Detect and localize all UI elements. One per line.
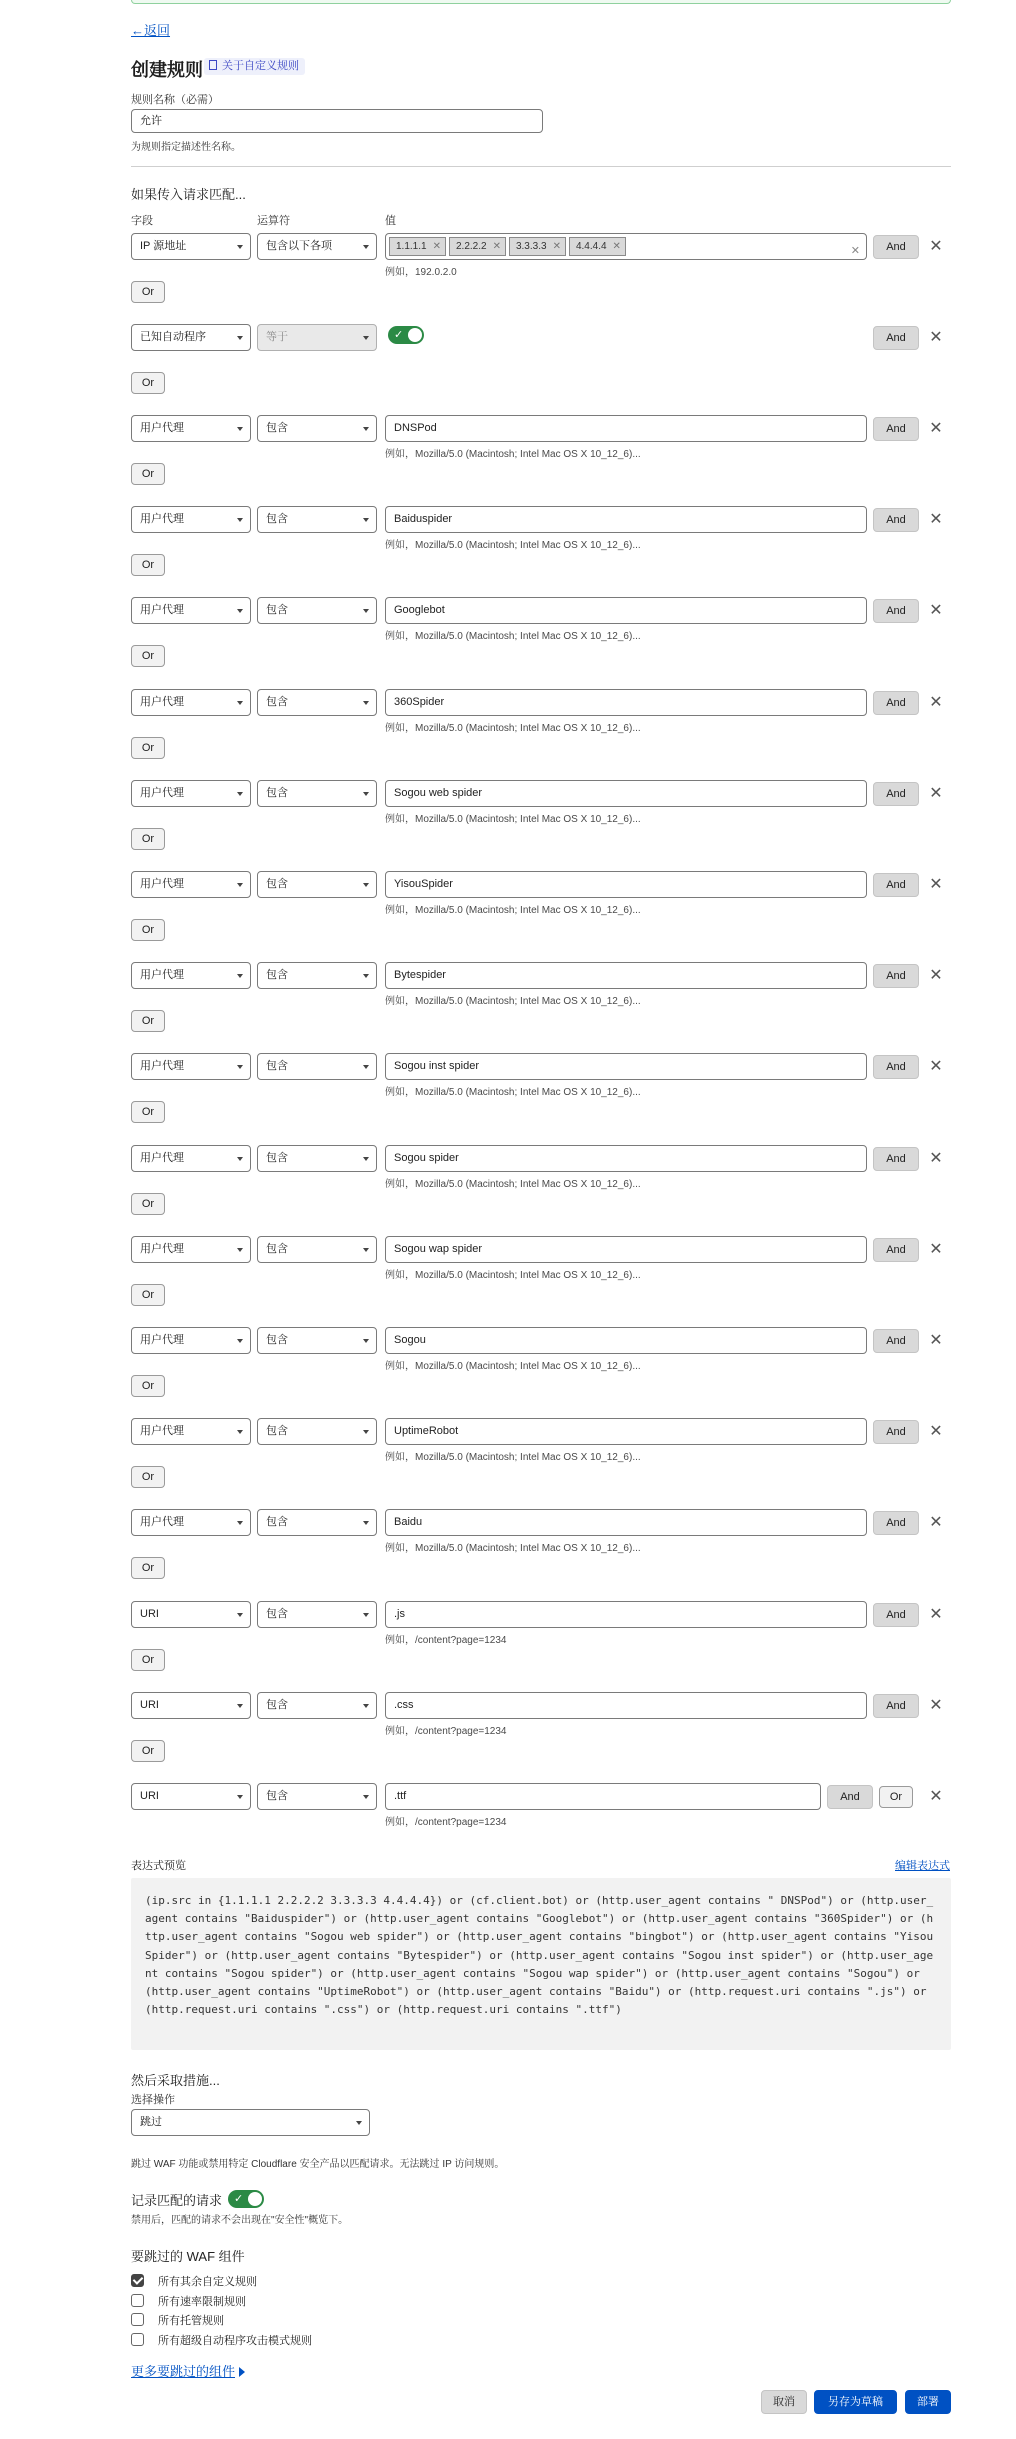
operator-select-value: 包含 [266,1152,288,1164]
divider [131,166,951,167]
and-button[interactable]: And [873,691,919,715]
close-icon[interactable]: ✕ [929,1150,943,1167]
value-hint: 例如，/content?page=1234 [385,1817,507,1828]
operator-select[interactable] [257,506,377,533]
field-select-value: URI [140,1699,159,1711]
cancel-button[interactable]: 取消 [761,2390,807,2414]
chevron-down-icon [237,1065,243,1069]
close-icon[interactable]: ✕ [929,694,943,711]
operator-select[interactable] [257,415,377,442]
column-operator-label: 运算符 [257,215,290,227]
field-select-value: 用户代理 [140,696,184,708]
deploy-button[interactable]: 部署 [905,2390,951,2414]
field-select[interactable] [131,597,251,624]
chevron-down-icon [363,245,369,249]
value-input[interactable]: Sogou web spider [385,780,867,807]
operator-select-value: 包含 [266,513,288,525]
checkbox[interactable] [131,2294,144,2307]
field-select-value: 用户代理 [140,787,184,799]
value-hint: 例如，Mozilla/5.0 (Macintosh; Intel Mac OS X 10_12_6)... [385,631,641,642]
value-hint: 例如，Mozilla/5.0 (Macintosh; Intel Mac OS X 10_12_6)... [385,1179,641,1190]
chevron-down-icon [237,1157,243,1161]
value-input[interactable]: Sogou [385,1327,867,1354]
remove-tag-icon[interactable]: ✕ [612,241,621,252]
value-input[interactable]: .ttf [385,1783,821,1810]
action-select-label: 选择操作 [131,2094,175,2106]
chevron-down-icon [237,701,243,705]
chevron-down-icon [356,2121,362,2125]
chevron-down-icon [237,1795,243,1799]
operator-select[interactable] [257,1327,377,1354]
skip-option[interactable] [131,2293,246,2309]
and-button[interactable]: And [873,964,919,988]
close-icon[interactable]: ✕ [929,1697,943,1714]
skip-option-label: 所有速率限制规则 [158,2295,246,2308]
checkbox[interactable] [131,2274,144,2287]
ip-tag: 4.4.4.4 ✕ [569,237,626,256]
value-input[interactable]: Baiduspider [385,506,867,533]
operator-select-value: 包含 [266,696,288,708]
value-hint: 例如，/content?page=1234 [385,1726,507,1737]
or-button[interactable]: Or [879,1786,913,1808]
chevron-down-icon [237,883,243,887]
rule-name-hint: 为规则指定描述性名称。 [131,142,241,153]
and-button[interactable]: And [873,1694,919,1718]
and-button[interactable]: And [873,782,919,806]
chevron-down-icon [363,1613,369,1617]
chevron-down-icon [237,1339,243,1343]
page-title: 创建规则 [131,60,203,80]
column-field-label: 字段 [131,215,153,227]
operator-select[interactable] [257,1509,377,1536]
success-banner [131,0,951,4]
save-draft-button[interactable]: 另存为草稿 [814,2390,897,2414]
chevron-down-icon [237,609,243,613]
operator-select-value: 包含 [266,787,288,799]
operator-select-ip[interactable]: 包含以下各项 [257,233,377,260]
value-input[interactable]: Bytespider [385,962,867,989]
close-icon[interactable]: ✕ [929,420,943,437]
operator-select[interactable] [257,1601,377,1628]
value-hint: 例如，Mozilla/5.0 (Macintosh; Intel Mac OS X 10_12_6)... [385,723,641,734]
operator-select[interactable] [257,597,377,624]
chevron-down-icon [363,1065,369,1069]
value-hint: 例如，Mozilla/5.0 (Macintosh; Intel Mac OS X 10_12_6)... [385,1543,641,1554]
chevron-down-icon [237,974,243,978]
and-button[interactable]: And [873,1511,919,1535]
value-input[interactable]: .js [385,1601,867,1628]
column-value-label: 值 [385,215,396,227]
bot-toggle[interactable] [388,326,424,344]
back-link[interactable]: ←返回 [131,23,171,38]
operator-select-value: 包含 [266,604,288,616]
action-description: 跳过 WAF 功能或禁用特定 Cloudflare 安全产品以匹配请求。无法跳过 IP 访问规则。 [131,2159,505,2170]
value-input[interactable]: Sogou spider [385,1145,867,1172]
operator-select[interactable] [257,689,377,716]
chevron-down-icon [363,1704,369,1708]
field-select[interactable] [131,689,251,716]
field-select[interactable] [131,1327,251,1354]
chevron-down-icon [363,1248,369,1252]
operator-select-bot: 等于 [257,324,377,351]
remove-tag-icon[interactable]: ✕ [432,241,441,252]
close-icon[interactable]: ✕ [929,1514,943,1531]
operator-select[interactable] [257,1236,377,1263]
chevron-down-icon [363,1521,369,1525]
or-button[interactable]: Or [131,1557,165,1579]
and-button[interactable]: And [873,599,919,623]
value-input[interactable]: Sogou inst spider [385,1053,867,1080]
field-select-value: 用户代理 [140,1060,184,1072]
operator-select-value: 包含 [266,1243,288,1255]
chevron-down-icon [363,336,369,340]
field-select[interactable] [131,1509,251,1536]
field-select-ip[interactable]: IP 源地址 [131,233,251,260]
or-button[interactable]: Or [131,1010,165,1032]
chevron-down-icon [363,518,369,522]
or-button[interactable]: Or [131,1284,165,1306]
field-select[interactable] [131,1783,251,1810]
expression-preview-label: 表达式预览 [131,1860,186,1872]
value-hint: 例如，192.0.2.0 [385,267,457,278]
close-icon[interactable]: ✕ [929,1606,943,1623]
arrow-left-icon: ← [131,23,144,38]
edit-expression-link[interactable]: 编辑表达式 [895,1860,950,1872]
value-input[interactable]: UptimeRobot [385,1418,867,1445]
skip-option-label: 所有其余自定义规则 [158,2276,257,2288]
more-components-link[interactable]: 更多要跳过的组件 [131,2361,245,2380]
or-button[interactable]: Or [131,1466,165,1488]
and-button[interactable]: And [873,417,919,441]
and-button[interactable]: And [873,1147,919,1171]
value-hint: 例如，Mozilla/5.0 (Macintosh; Intel Mac OS X 10_12_6)... [385,449,641,460]
field-select-value: 用户代理 [140,422,184,434]
field-select-value: 用户代理 [140,969,184,981]
and-button[interactable]: And [873,326,919,350]
or-button[interactable]: Or [131,1101,165,1123]
log-hint: 禁用后，匹配的请求不会出现在"安全性"概览下。 [131,2215,349,2226]
chevron-down-icon [363,1157,369,1161]
close-icon[interactable]: ✕ [929,785,943,802]
value-hint: 例如，Mozilla/5.0 (Macintosh; Intel Mac OS X 10_12_6)... [385,996,641,1007]
help-link[interactable]: 关于自定义规则 [204,58,305,75]
value-input[interactable]: Googlebot [385,597,867,624]
value-hint: 例如，/content?page=1234 [385,1635,507,1646]
operator-select-value: 包含 [266,878,288,890]
value-hint: 例如，Mozilla/5.0 (Macintosh; Intel Mac OS X 10_12_6)... [385,905,641,916]
or-button[interactable]: Or [131,463,165,485]
field-select-value: 用户代理 [140,1152,184,1164]
chevron-down-icon [237,1613,243,1617]
operator-select-value: 包含 [266,1060,288,1072]
expression-preview: (ip.src in {1.1.1.1 2.2.2.2 3.3.3.3 4.4.4.4}) or (cf.client.bot) or (http.user_agent contains " DNSPod") or (http.user_agent contains "Baiduspider") or (http.user_agent contains "Googlebot") or (http.user_agent contains "360Spider") or (http.user_agent contains "Sogou web spider") or (http.user_agent contains "bingbot") or (http.user_agent contains "YisouSpider") or (http.user_agent contains "Bytespider") or (http.user_agent contains "Sogou inst spider") or (http.user_agent contains "Sogou spider") or (http.user_agent contains "Sogou wap spider") or (http.user_agent contains "Sogou") or (http.user_agent contains "UptimeRobot") or (http.user_agent contains "Baidu") or (http.request.uri contains ".js") or (http.request.uri contains ".css") or (http.request.uri contains ".ttf") [131,1878,951,2050]
operator-select-value: 包含 [266,422,288,434]
value-input[interactable]: .css [385,1692,867,1719]
close-icon[interactable]: ✕ [929,1058,943,1075]
or-button[interactable]: Or [131,1740,165,1762]
skip-option[interactable] [131,2332,312,2348]
or-button[interactable]: Or [131,372,165,394]
chevron-down-icon [363,883,369,887]
checkbox[interactable] [131,2333,144,2346]
rule-name-label: 规则名称（必需） [131,94,219,106]
or-button[interactable]: Or [131,1649,165,1671]
field-select-value: 用户代理 [140,604,184,616]
field-select[interactable] [131,780,251,807]
field-select-value: 用户代理 [140,1516,184,1528]
operator-select[interactable] [257,1783,377,1810]
clear-icon[interactable]: ✕ [850,245,860,257]
field-select-value: 用户代理 [140,878,184,890]
value-input[interactable]: YisouSpider [385,871,867,898]
operator-select[interactable] [257,871,377,898]
close-icon[interactable]: ✕ [929,238,943,255]
field-select[interactable] [131,1418,251,1445]
or-button[interactable]: Or [131,737,165,759]
field-select-value: URI [140,1790,159,1802]
or-button[interactable]: Or [131,554,165,576]
ip-tag-input[interactable] [385,233,867,260]
operator-select[interactable] [257,1053,377,1080]
chevron-down-icon [363,427,369,431]
or-button[interactable]: Or [131,919,165,941]
skip-option[interactable] [131,2312,224,2328]
chevron-down-icon [363,609,369,613]
value-input[interactable]: Baidu [385,1509,867,1536]
close-icon[interactable]: ✕ [929,967,943,984]
skip-option[interactable] [131,2273,257,2289]
value-hint: 例如，Mozilla/5.0 (Macintosh; Intel Mac OS X 10_12_6)... [385,540,641,551]
field-select[interactable] [131,1601,251,1628]
chevron-down-icon [363,1430,369,1434]
log-matches-label: 记录匹配的请求 [131,2193,223,2208]
chevron-down-icon [237,1248,243,1252]
skip-section-title: 要跳过的 WAF 组件 [131,2249,245,2264]
chevron-down-icon [237,518,243,522]
and-button[interactable]: And [873,1329,919,1353]
chevron-down-icon [363,1795,369,1799]
checkbox[interactable] [131,2313,144,2326]
field-select-bot[interactable]: 已知自动程序 [131,324,251,351]
field-select-value: 用户代理 [140,1425,184,1437]
skip-option-label: 所有托管规则 [158,2315,224,2327]
remove-tag-icon[interactable]: ✕ [552,241,561,252]
action-section-title: 然后采取措施... [131,2073,220,2088]
operator-select-value: 包含 [266,1425,288,1437]
field-select[interactable] [131,415,251,442]
operator-select-value: 包含 [266,1790,288,1802]
close-icon[interactable]: ✕ [929,329,943,346]
operator-select[interactable] [257,1692,377,1719]
field-select-value: 用户代理 [140,1334,184,1346]
operator-select[interactable] [257,1418,377,1445]
field-select[interactable] [131,506,251,533]
caret-right-icon [239,2367,245,2377]
chevron-down-icon [237,1704,243,1708]
value-hint: 例如，Mozilla/5.0 (Macintosh; Intel Mac OS X 10_12_6)... [385,814,641,825]
and-button[interactable]: And [873,873,919,897]
field-select[interactable] [131,1053,251,1080]
or-button[interactable]: Or [131,828,165,850]
ip-tag: 1.1.1.1 ✕ [389,237,446,256]
chevron-down-icon [237,792,243,796]
operator-select[interactable] [257,1145,377,1172]
or-button[interactable]: Or [131,1193,165,1215]
and-button[interactable]: And [873,508,919,532]
chevron-down-icon [237,245,243,249]
and-button[interactable]: And [873,1055,919,1079]
operator-select-value: 包含 [266,969,288,981]
value-hint: 例如，Mozilla/5.0 (Macintosh; Intel Mac OS X 10_12_6)... [385,1087,641,1098]
rule-name-input[interactable]: 允许 [131,109,543,133]
and-button[interactable]: And [873,1420,919,1444]
field-select[interactable] [131,1236,251,1263]
field-select[interactable] [131,1145,251,1172]
skip-option-label: 所有超级自动程序攻击模式规则 [158,2334,312,2347]
chevron-down-icon [363,701,369,705]
close-icon[interactable]: ✕ [929,1332,943,1349]
chevron-down-icon [363,792,369,796]
ip-tag: 3.3.3.3 ✕ [509,237,566,256]
operator-select-value: 包含 [266,1608,288,1620]
close-icon[interactable]: ✕ [929,511,943,528]
value-input[interactable]: Sogou wap spider [385,1236,867,1263]
or-button[interactable]: Or [131,645,165,667]
match-section-title: 如果传入请求匹配... [131,187,246,202]
check-icon: ✓ [394,329,404,341]
chevron-down-icon [237,1430,243,1434]
remove-tag-icon[interactable]: ✕ [492,241,501,252]
close-icon[interactable]: ✕ [929,1241,943,1258]
operator-select[interactable] [257,780,377,807]
chevron-down-icon [363,974,369,978]
check-icon: ✓ [234,2193,244,2205]
close-icon[interactable]: ✕ [929,1788,943,1805]
field-select-value: URI [140,1608,159,1620]
log-toggle[interactable] [228,2190,264,2208]
close-icon[interactable]: ✕ [929,602,943,619]
and-button[interactable]: And [827,1785,873,1809]
operator-select-value: 包含 [266,1516,288,1528]
field-select[interactable] [131,1692,251,1719]
value-hint: 例如，Mozilla/5.0 (Macintosh; Intel Mac OS X 10_12_6)... [385,1270,641,1281]
chevron-down-icon [237,336,243,340]
close-icon[interactable]: ✕ [929,876,943,893]
and-button[interactable]: And [873,1238,919,1262]
value-input[interactable]: DNSPod [385,415,867,442]
field-select-value: 用户代理 [140,513,184,525]
value-hint: 例如，Mozilla/5.0 (Macintosh; Intel Mac OS X 10_12_6)... [385,1452,641,1463]
operator-select-value: 包含 [266,1699,288,1711]
operator-select[interactable] [257,962,377,989]
ip-tag: 2.2.2.2 ✕ [449,237,506,256]
chevron-down-icon [237,1521,243,1525]
field-select-value: 用户代理 [140,1243,184,1255]
action-select[interactable]: 跳过 [131,2109,370,2136]
value-hint: 例如，Mozilla/5.0 (Macintosh; Intel Mac OS X 10_12_6)... [385,1361,641,1372]
value-input[interactable]: 360Spider [385,689,867,716]
and-button[interactable]: And [873,235,919,259]
and-button[interactable]: And [873,1603,919,1627]
chevron-down-icon [237,427,243,431]
close-icon[interactable]: ✕ [929,1423,943,1440]
field-select[interactable] [131,962,251,989]
or-button[interactable]: Or [131,281,165,303]
document-icon [209,60,217,70]
field-select[interactable] [131,871,251,898]
operator-select-value: 包含 [266,1334,288,1346]
or-button[interactable]: Or [131,1375,165,1397]
chevron-down-icon [363,1339,369,1343]
